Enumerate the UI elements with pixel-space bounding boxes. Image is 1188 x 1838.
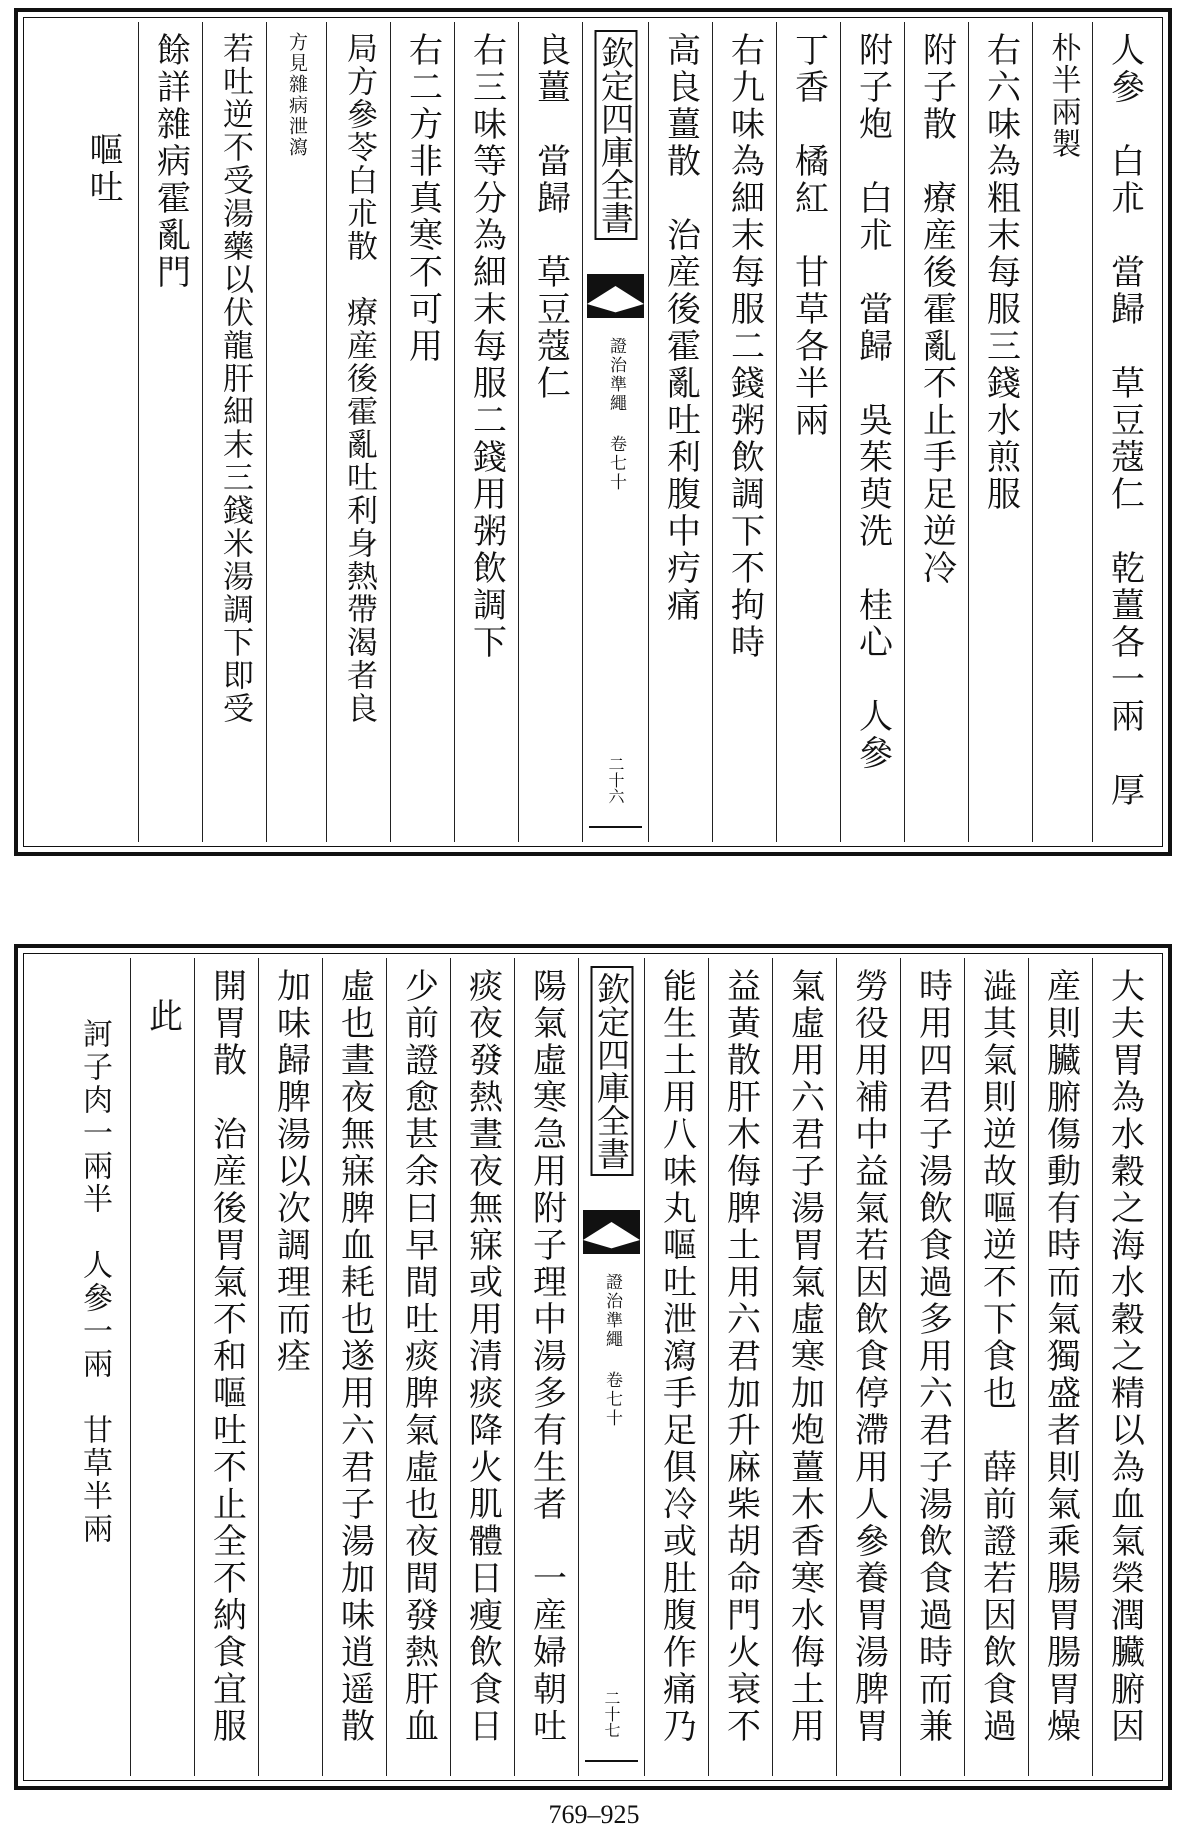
text-column bbox=[518, 22, 582, 842]
column-text: 痰夜發熱晝夜無寐或用清痰降火肌體日瘦飲食日 bbox=[462, 968, 503, 1745]
fishtail-mark bbox=[587, 274, 644, 304]
text-column bbox=[968, 22, 1032, 842]
text-column bbox=[454, 22, 518, 842]
column-text: 産則臟腑傷動有時而氣獨盛者則氣乘腸胃腸胃燥 bbox=[1040, 968, 1081, 1745]
column-text: 若吐逆不受湯藥以伏龍肝細末三錢米湯調下即受 bbox=[217, 32, 253, 725]
text-column bbox=[772, 958, 836, 1776]
column-text: 方見雜病泄瀉 bbox=[286, 32, 308, 158]
gutter-rule bbox=[589, 826, 642, 828]
column-text: 開胃散 治産後胃氣不和嘔吐不止全不納食宜服 bbox=[206, 968, 247, 1745]
column-text: 嘔吐 bbox=[83, 132, 123, 206]
fishtail-mark bbox=[583, 1240, 640, 1254]
text-column bbox=[1092, 22, 1156, 842]
center-gutter bbox=[582, 22, 648, 842]
text-column bbox=[68, 22, 138, 842]
center-gutter bbox=[578, 958, 644, 1776]
book-title: 欽定四庫全書 bbox=[590, 966, 633, 1176]
text-column bbox=[900, 958, 964, 1776]
text-column bbox=[386, 958, 450, 1776]
column-text: 右六味為粗末每服三錢水煎服 bbox=[980, 32, 1021, 513]
text-column bbox=[138, 22, 202, 842]
text-column bbox=[1092, 958, 1156, 1776]
book-title: 欽定四庫全書 bbox=[594, 30, 637, 240]
text-column bbox=[904, 22, 968, 842]
column-text: 附子散 療産後霍亂不止手足逆冷 bbox=[916, 32, 957, 587]
text-column bbox=[322, 958, 386, 1776]
column-text: 少前證愈甚余曰早間吐痰脾氣虛也夜間發熱肝血 bbox=[398, 968, 439, 1745]
column-text: 此 bbox=[142, 998, 183, 1035]
column-text: 右九味為細末每服二錢粥飲調下不拘時 bbox=[724, 32, 765, 661]
text-column bbox=[776, 22, 840, 842]
volume-label: 證治準繩 卷七十 bbox=[602, 1273, 622, 1428]
text-column bbox=[1032, 22, 1092, 842]
text-column bbox=[964, 958, 1028, 1776]
column-text: 益黃散肝木侮脾土用六君加升麻柴胡命門火衰不 bbox=[720, 968, 761, 1745]
column-text: 能生土用八味丸嘔吐泄瀉手足俱冷或肚腹作痛乃 bbox=[656, 968, 697, 1745]
volume-label: 證治準繩 卷七十 bbox=[606, 337, 626, 492]
column-text: 右三味等分為細末每服二錢用粥飲調下 bbox=[466, 32, 507, 661]
text-column bbox=[514, 958, 578, 1776]
column-text: 朴半兩製 bbox=[1045, 32, 1081, 160]
text-column bbox=[390, 22, 454, 842]
column-text: 附子炮 白朮 當歸 吳茱萸洗 桂心 人參 bbox=[852, 32, 893, 772]
text-column bbox=[1028, 958, 1092, 1776]
fishtail-mark bbox=[587, 304, 644, 318]
top-page bbox=[14, 8, 1172, 856]
text-column bbox=[58, 958, 130, 1776]
page-number: 二十六 bbox=[606, 756, 625, 804]
text-column bbox=[194, 958, 258, 1776]
bottom-columns bbox=[30, 958, 1156, 1776]
column-text: 陽氣虛寒急用附子理中湯多有生者 一産婦朝吐 bbox=[526, 968, 567, 1745]
text-column bbox=[258, 958, 322, 1776]
column-text: 勞役用補中益氣若因飲食停滯用人參養胃湯脾胃 bbox=[848, 968, 889, 1745]
page-number: 二十七 bbox=[602, 1690, 621, 1738]
page-code: 769–925 bbox=[548, 1800, 640, 1829]
column-text: 訶子肉一兩半 人參一兩 甘草半兩 bbox=[77, 1018, 112, 1546]
text-column bbox=[836, 958, 900, 1776]
text-column bbox=[326, 22, 390, 842]
column-text: 右二方非真寒不可用 bbox=[402, 32, 443, 365]
fishtail-mark bbox=[583, 1210, 640, 1240]
column-text: 時用四君子湯飲食過多用六君子湯飲食過時而兼 bbox=[912, 968, 953, 1745]
top-columns bbox=[30, 22, 1156, 842]
text-column bbox=[644, 958, 708, 1776]
column-text: 加味歸脾湯以次調理而痊 bbox=[270, 968, 311, 1375]
text-column bbox=[840, 22, 904, 842]
text-column bbox=[202, 22, 266, 842]
column-text: 澁其氣則逆故嘔逆不下食也 薛前證若因飲食過 bbox=[976, 968, 1017, 1745]
text-column bbox=[266, 22, 326, 842]
text-column bbox=[708, 958, 772, 1776]
text-column bbox=[130, 958, 194, 1776]
column-text: 虛也晝夜無寐脾血耗也遂用六君子湯加味逍遥散 bbox=[334, 968, 375, 1745]
text-column bbox=[648, 22, 712, 842]
bottom-page bbox=[14, 944, 1172, 1790]
text-column bbox=[712, 22, 776, 842]
text-column bbox=[450, 958, 514, 1776]
column-text: 大夫胃為水穀之海水穀之精以為血氣榮潤臟腑因 bbox=[1104, 968, 1145, 1745]
column-text: 良薑 當歸 草豆蔻仁 bbox=[530, 32, 571, 402]
column-text: 氣虛用六君子湯胃氣虛寒加炮薑木香寒水侮土用 bbox=[784, 968, 825, 1745]
column-text: 餘詳雜病霍亂門 bbox=[150, 32, 191, 291]
column-text: 丁香 橘紅 甘草各半兩 bbox=[788, 32, 829, 439]
gutter-rule bbox=[585, 1760, 638, 1762]
column-text: 人參 白朮 當歸 草豆蔻仁 乾薑各一兩 厚 bbox=[1104, 32, 1145, 809]
column-text: 高良薑散 治産後霍亂吐利腹中㽲痛 bbox=[660, 32, 701, 624]
column-text: 局方參苓白朮散 療産後霍亂吐利身熱帶渴者良 bbox=[341, 32, 377, 725]
